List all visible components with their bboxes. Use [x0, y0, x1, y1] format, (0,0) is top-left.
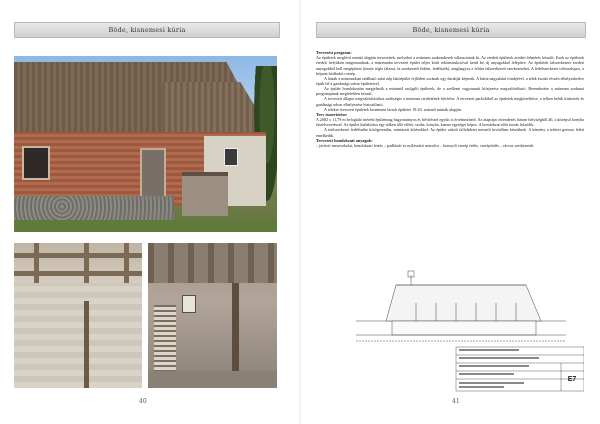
- section-heading: Tervezett homlokzati anyagok:: [316, 137, 373, 143]
- grass: [14, 220, 277, 232]
- window: [22, 146, 50, 180]
- shelf: [154, 305, 176, 375]
- paragraph: A házak a múzeumban található zalai nép lakóépület fejlődési sorának egy darabját képezik. A kúria nagyalakú tömbjével, a telek északi részén elhelyezkedve épült fel a gazdasági udvar épületeivel.: [316, 75, 584, 86]
- window: [182, 295, 196, 313]
- attic-interior-photo: [14, 243, 142, 388]
- section-heading: Tervezési program:: [316, 50, 352, 55]
- right-page-header: Böde, kisnemesi kúria: [316, 22, 586, 38]
- drawing-number: E7: [567, 376, 577, 383]
- rafter: [34, 243, 39, 283]
- stone-foundation: [14, 196, 174, 222]
- paragraph: Az épület homlokzatán megjeleník a minimál szolgáló épületek, de a szellemi vagyonunk kifejezése megvalósítható. Berendezése a múzeum szakmai programjának megfelelően készül.: [316, 86, 584, 97]
- page-number-right: 41: [452, 398, 460, 405]
- wooden-post: [84, 301, 89, 388]
- body-text: [316, 50, 584, 148]
- paragraph: – javított meszvakolat, homlokzati festés – padlástér fa nyílászáró mázolva – hornyolt cserép fedés, cserépfedés – rácsos szerkezetek.: [316, 142, 535, 148]
- paragraph: A tervezett állapot megvalósításához szükséges a múzeum területének bővítése. A tervezett parkolóból az épületek megközelítése, a telken belüli kiskertek és gazdasági udvar elhelyezése biztosítható.: [316, 96, 584, 107]
- paragraph: A 2082 x 11,79 m befoglaló méretű épületmag hagyományos és bővítéssel együtt is értelmezhető. Az alaprajzi elrendezés három helyiségből áll, a középső konyha füstelvezetéssel. Az épület kialakítása egy telken álló előtér, szoba, konyha, kamra egységet képez. A homlokzat előtt tornác húzódik.: [316, 117, 584, 128]
- door: [140, 148, 166, 202]
- left-page-header: Böde, kisnemesi kúria: [14, 22, 280, 38]
- section-heading: Terv ismertetése:: [316, 111, 348, 117]
- barn-interior-photo: [148, 243, 277, 388]
- page-number-left: 40: [139, 398, 147, 405]
- paragraph: Az épületek meglévő mintái alapján tervezettek, melyeket a múzeum szakemberek válaszottnak ki. Az eredeti épületek eredeti felmérés készült. Ezek az épületek eredeti helyükön megmaradnak, a múzeumba tervezett épület teljes körű rekonstrukcióval kerül be, új anyagokkal felépítve. Az épületek falszerkezete eredeti anyagokból kell megépíteni (tömör tégla falazat, fa szerkezetű födém, fedélszék), meghagyva a feltárt falszerkezeti szerkezeteket. A fedélszerkezet tolóoszlopos, a héjazat hódfarkú cserép.: [316, 55, 584, 76]
- ceiling-beams: [148, 243, 277, 283]
- rafter: [124, 243, 129, 283]
- paragraph: A tetőszerkezet fedélszéke kötőgerendás, mintázott kötésekkel. Az épület vakolt falfelületei meszelt kivitelben készülnek. A kémény a tetőzet gerince felett emelkedik.: [316, 127, 584, 138]
- window: [224, 148, 238, 166]
- drawing-svg: [316, 263, 584, 393]
- floor: [148, 371, 277, 388]
- paragraph: A telekre tervezett épületek kisnemesi birtok épületei 19-20. századi minták alapján.: [324, 106, 462, 112]
- book-gutter: [299, 0, 301, 424]
- elevation-drawing: [316, 263, 584, 393]
- house-exterior-photo: [14, 56, 277, 232]
- interior-wall: [14, 283, 142, 388]
- rafter: [84, 243, 89, 283]
- shed: [182, 172, 228, 216]
